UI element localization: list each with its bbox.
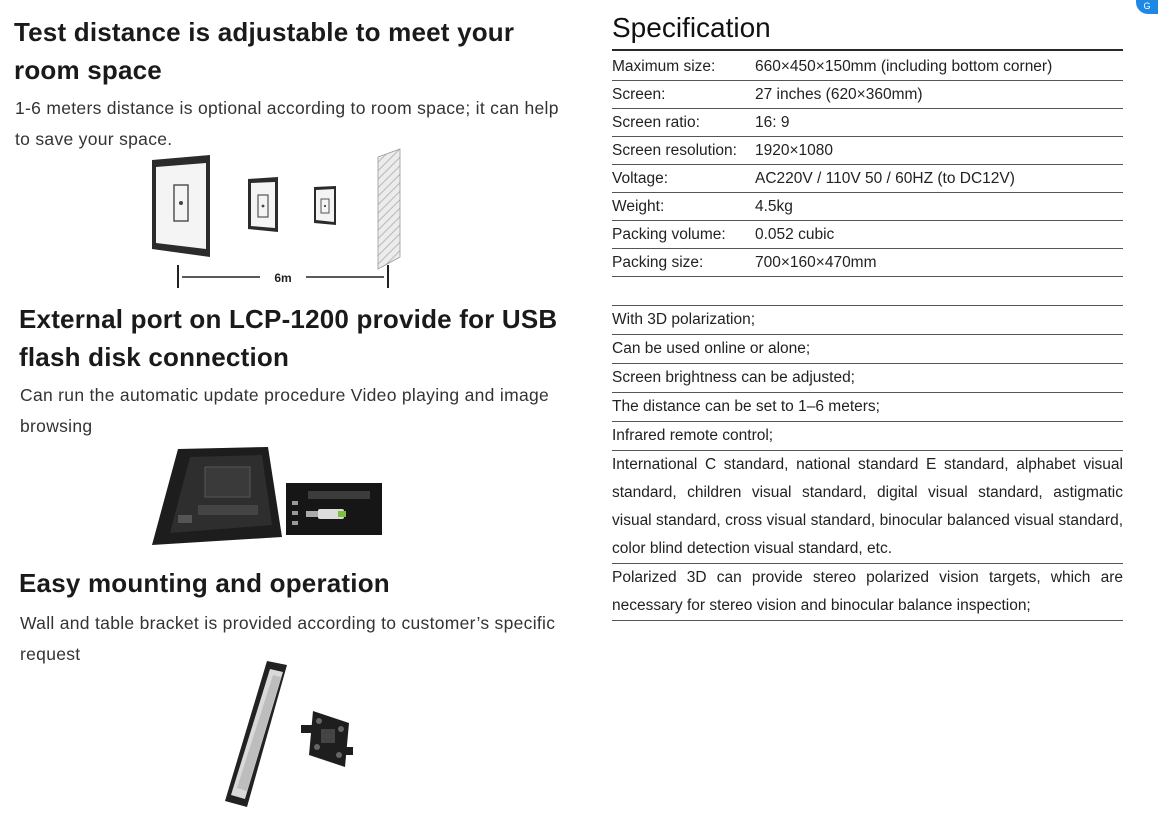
feature-item: Polarized 3D can provide stereo polarized vision targets, which are necessary for stereo vision and binocular balance inspection; (612, 564, 1123, 621)
spec-row (612, 193, 1123, 221)
spec-key: Screen resolution: (612, 142, 737, 159)
spec-key: Maximum size: (612, 58, 716, 75)
section-body-mounting: Wall and table bracket is provided according to customer’s specific request (20, 613, 556, 664)
spec-value: 0.052 cubic (755, 226, 835, 243)
specification-title: Specification (612, 12, 771, 43)
spec-key: Voltage: (612, 170, 669, 187)
spec-value: 660×450×150mm (including bottom corner) (755, 58, 1053, 75)
spec-row (612, 249, 1123, 277)
distance-illustration (140, 145, 420, 295)
spec-value: 27 inches (620×360mm) (755, 86, 923, 103)
usb-port-illustration (150, 445, 390, 550)
spec-key: Screen: (612, 86, 666, 103)
spec-row (612, 109, 1123, 137)
medium-monitor-icon (248, 177, 278, 232)
monitor-back-icon (152, 447, 282, 545)
section-body-distance: 1-6 meters distance is optional according to room space; it can help to save your space. (15, 98, 559, 149)
wall-bracket-icon (301, 711, 353, 767)
section-title-distance: Test distance is adjustable to meet your room space (14, 17, 515, 85)
feature-item: International C standard, national standard E standard, alphabet visual standard, children visual standard, digital visual standard, astigmatic visual standard, cross visual standard, binocular balanced visual standard, color blind detection visual standard, etc. (612, 451, 1123, 564)
distance-marker (178, 265, 388, 288)
feature-item: Infrared remote control; (612, 422, 1123, 451)
spec-row (612, 53, 1123, 81)
specification-title-rule (612, 49, 1123, 51)
feature-item: With 3D polarization; (612, 306, 1123, 335)
feature-item: Screen brightness can be adjusted; (612, 364, 1123, 393)
wall-icon (378, 149, 400, 269)
spec-key: Screen ratio: (612, 114, 700, 131)
corner-badge-icon[interactable]: G (1136, 0, 1158, 14)
spec-value: 4.5kg (755, 198, 793, 215)
spec-key: Packing size: (612, 254, 704, 271)
spec-value: 700×160×470mm (755, 254, 877, 271)
spec-value: 16: 9 (755, 114, 790, 131)
large-monitor-icon (152, 155, 210, 257)
spec-key: Packing volume: (612, 226, 726, 243)
spec-key: Weight: (612, 198, 665, 215)
spec-value: 1920×1080 (755, 142, 834, 159)
feature-item: The distance can be set to 1–6 meters; (612, 393, 1123, 422)
section-title-mounting: Easy mounting and operation (19, 568, 390, 598)
mounting-illustration (215, 655, 375, 809)
spec-row (612, 137, 1123, 165)
small-monitor-icon (314, 186, 336, 225)
spec-value: AC220V / 110V 50 / 60HZ (to DC12V) (755, 170, 1015, 187)
specification-table (612, 53, 1123, 277)
section-title-usb: External port on LCP-1200 provide for USB flash disk connection (19, 304, 558, 372)
angled-monitor-icon (225, 661, 287, 807)
section-body-usb: Can run the automatic update procedure Video playing and image browsing (20, 385, 550, 436)
feature-item: Can be used online or alone; (612, 335, 1123, 364)
usb-port-detail-icon (286, 483, 382, 535)
spec-row (612, 81, 1123, 109)
features-list (612, 305, 1123, 621)
distance-label: 6m (274, 271, 292, 285)
spec-row (612, 221, 1123, 249)
spec-row (612, 165, 1123, 193)
